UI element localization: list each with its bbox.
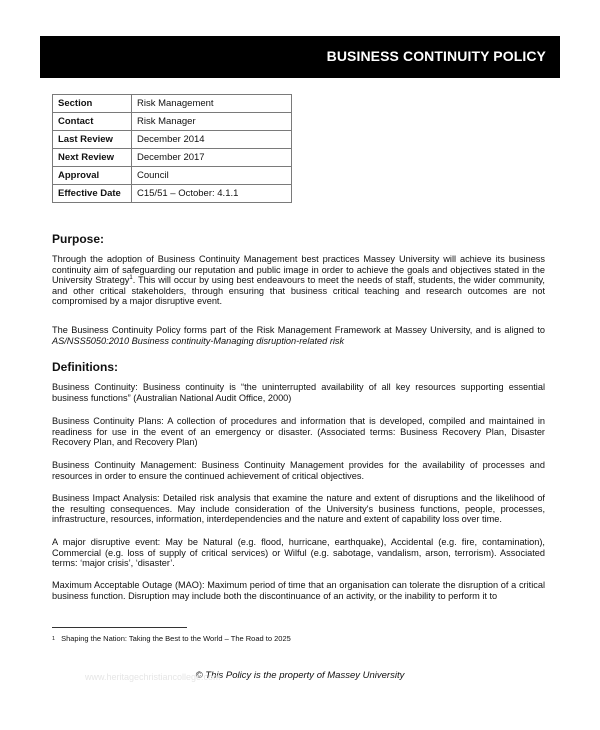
meta-value: December 2014	[132, 131, 292, 149]
definition-item: A major disruptive event: May be Natural (e.g. flood, hurricane, earthquake), Accidental (e.g. fire, contamination), Commercial (e.g. loss of supply of critical services) or Wilful (e.g. sabotage, vandalism, arson, terrorism). Associated terms: ‘major crisis’, ‘disaster’.	[52, 537, 545, 569]
table-row	[53, 113, 292, 131]
standard-reference: AS/NSS5050:2010 Business continuity-Managing disruption-related risk	[52, 335, 345, 346]
footer-copyright: © This Policy is the property of Massey University	[195, 670, 405, 681]
footnote-number: 1	[52, 636, 56, 642]
page-footer	[0, 670, 600, 681]
footnote-ref: 1	[129, 275, 133, 282]
purpose-paragraph	[52, 254, 545, 307]
footnote	[52, 634, 291, 644]
meta-key: Approval	[53, 167, 132, 185]
meta-key: Effective Date	[53, 185, 132, 203]
table-row	[53, 95, 292, 113]
meta-key: Contact	[53, 113, 132, 131]
meta-key: Next Review	[53, 149, 132, 167]
meta-value: Risk Management	[132, 95, 292, 113]
policy-metadata-table	[52, 94, 292, 203]
definition-item: Business Impact Analysis: Detailed risk analysis that examine the nature and extent of disruptions and the likelihood of the resulting consequences. May include consideration of the University's business functions, people, processes, infrastructure, resources, information, interdependencies and the nature and extent of capability loss over time.	[52, 493, 545, 525]
header-bar	[40, 36, 560, 78]
document-title: BUSINESS CONTINUITY POLICY	[326, 48, 546, 64]
purpose-heading: Purpose:	[52, 232, 105, 246]
framework-text: The Business Continuity Policy forms part of the Risk Management Framework at Massey University, and is aligned to	[52, 325, 545, 335]
watermark: www.heritagechristiancollege.com	[85, 672, 221, 682]
footnote-text: Shaping the Nation: Taking the Best to the World – The Road to 2025	[61, 634, 291, 643]
table-row	[53, 131, 292, 149]
meta-value: Council	[132, 167, 292, 185]
purpose-text-b: . This will occur by using best endeavours to meet the needs of staff, students, the wider community, and other critical stakeholders, through ensuring that business critical teaching and research outcomes are not compromised by a major disruptive event.	[52, 275, 545, 307]
meta-value: December 2017	[132, 149, 292, 167]
definition-item: Business Continuity Plans: A collection of procedures and information that is developed, compiled and maintained in readiness for use in the event of an emergency or disaster. (Associated terms: Business Recovery Plan, Disaster Recovery Plan, and Recovery Plan)	[52, 416, 545, 448]
framework-paragraph	[52, 325, 545, 346]
definition-item: Business Continuity: Business continuity is “the uninterrupted availability of all key resources supporting essential business functions” (Australian National Audit Office, 2000)	[52, 382, 545, 403]
meta-value: C15/51 – October: 4.1.1	[132, 185, 292, 203]
definition-item: Maximum Acceptable Outage (MAO): Maximum period of time that an organisation can tolerate the disruption of a critical business function. Disruption may include both the discontinuance of an activity, or the inability to perform it to	[52, 580, 545, 601]
table-row	[53, 167, 292, 185]
meta-key: Last Review	[53, 131, 132, 149]
table-row	[53, 149, 292, 167]
meta-key: Section	[53, 95, 132, 113]
meta-value: Risk Manager	[132, 113, 292, 131]
footnote-divider	[52, 627, 187, 628]
table-row	[53, 185, 292, 203]
purpose-text-a: Through the adoption of Business Continuity Management best practices Massey University will achieve its business continuity aim of safeguarding our reputation and public image in order to achieve the goals and objectives stated in the University Strategy	[52, 254, 545, 286]
definition-item: Business Continuity Management: Business Continuity Management provides for the availability of processes and resources in order to ensure the continued achievement of critical objectives.	[52, 460, 545, 481]
definitions-heading: Definitions:	[52, 360, 118, 374]
